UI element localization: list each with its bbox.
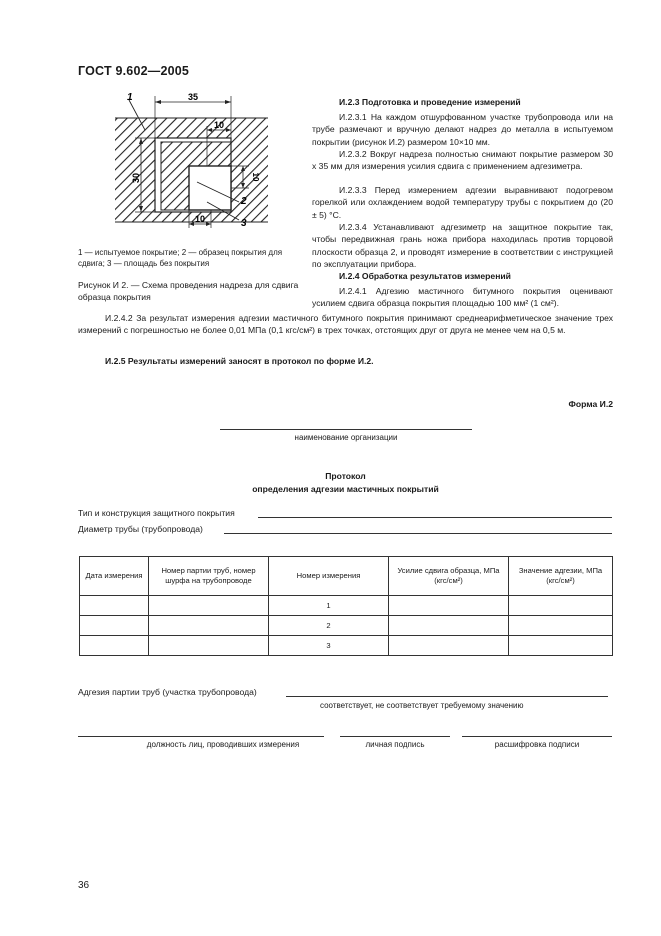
section-i24-title: И.2.4 Обработка результатов измерений: [339, 271, 511, 281]
protocol-table: [79, 556, 613, 656]
document-code: ГОСТ 9.602—2005: [78, 64, 190, 78]
cell-adhesion[interactable]: [509, 596, 613, 616]
para-i242: И.2.4.2 За результат измерения адгезии мастичного битумного покрытия принимают среднеарифметическое значение трех измерений с погрешностью не более 0,01 МПа (0,1 кгс/см²) в трех точках, отстоящих друг от друга не менее чем на 0,5 м.: [78, 313, 613, 336]
name-line[interactable]: [462, 736, 612, 737]
dim-10-top-label: 10: [213, 120, 225, 130]
signature-line[interactable]: [340, 736, 450, 737]
coating-type-field[interactable]: [258, 517, 612, 518]
table-row: [80, 596, 613, 616]
figure-legend: 1 — испытуемое покрытие; 2 — образец покрытия для сдвига; 3 — площадь без покрытия: [78, 248, 283, 268]
page-number: 36: [78, 880, 90, 891]
coating-type-label: Тип и конструкция защитного покрытия: [78, 508, 235, 518]
label-2: 2: [241, 196, 247, 207]
cell-batch[interactable]: [149, 596, 269, 616]
dim-10-bottom-label: 10: [194, 214, 206, 224]
para-i241: И.2.4.1 Адгезию мастичного битумного покрытия оценивают усилием сдвига образца покрытия площадью 100 мм² (1 см²).: [312, 286, 613, 309]
table-header-row: [80, 557, 613, 596]
para-i233: И.2.3.3 Перед измерением адгезии выравнивают подогревом горелкой или охлаждением водой температуру трубы с покрытием до (20 ± 5) °С.: [312, 185, 613, 220]
header-batch: Номер партии труб, номер шурфа на трубопроводе: [149, 557, 269, 596]
pipe-diameter-label: Диаметр трубы (трубопровода): [78, 524, 203, 534]
incision-diagram: [115, 90, 275, 242]
adhesion-label: Адгезия партии труб (участка трубопровода): [78, 687, 257, 697]
cell-measurement-no: 2: [269, 616, 389, 636]
cell-date[interactable]: [80, 616, 149, 636]
label-1: 1: [127, 92, 133, 103]
header-shear-force: Усилие сдвига образца, МПа (кгс/см²): [389, 557, 509, 596]
position-line[interactable]: [78, 736, 324, 737]
para-i25: И.2.5 Результаты измерений заносят в протокол по форме И.2.: [105, 356, 374, 366]
cell-date[interactable]: [80, 636, 149, 656]
table-row: [80, 616, 613, 636]
cell-batch[interactable]: [149, 636, 269, 656]
org-name-line[interactable]: [220, 429, 472, 430]
cell-measurement-no: 1: [269, 596, 389, 616]
section-i23-title: И.2.3 Подготовка и проведение измерений: [339, 97, 521, 107]
label-3: 3: [241, 218, 247, 229]
pipe-diameter-field[interactable]: [224, 533, 612, 534]
table-row: [80, 636, 613, 656]
name-caption: расшифровка подписи: [494, 740, 580, 749]
org-name-caption: наименование организации: [294, 433, 398, 442]
dim-10-right-label: 10: [251, 172, 260, 182]
figure-caption: Рисунок И 2. — Схема проведения надреза для сдвига образца покрытия: [78, 280, 299, 303]
para-i234: И.2.3.4 Устанавливают адгезиметр на защитное покрытие так, чтобы передвижная грань ножа прибора находилась против торцовой плоскости образца 2, и проводят измерение в соответствии с инструкцией по эксплуатации прибора.: [312, 222, 613, 269]
protocol-subtitle: определения адгезии мастичных покрытий: [252, 484, 439, 494]
cell-batch[interactable]: [149, 616, 269, 636]
dim-30-label: 30: [131, 172, 141, 184]
adhesion-field[interactable]: [286, 696, 608, 697]
adhesion-caption: соответствует, не соответствует требуемому значению: [320, 701, 524, 710]
header-adhesion: Значение адгезии, МПа (кгс/см²): [509, 557, 613, 596]
cell-shear-force[interactable]: [389, 616, 509, 636]
cell-shear-force[interactable]: [389, 596, 509, 616]
para-i231: И.2.3.1 На каждом отшурфованном участке трубопровода или на трубе размечают и вручную делают надрез до металла в испытуемом покрытии (рисунок И.2) размером 10×10 мм.: [312, 112, 613, 147]
header-date: Дата измерения: [80, 557, 149, 596]
header-measurement-no: Номер измерения: [269, 557, 389, 596]
dim-35-label: 35: [187, 92, 199, 102]
cell-date[interactable]: [80, 596, 149, 616]
para-i232: И.2.3.2 Вокруг надреза полностью снимают покрытие размером 30 х 35 мм для измерения усилия сдвига с применением адгезиметра.: [312, 149, 613, 172]
protocol-title: Протокол: [325, 471, 366, 481]
cell-adhesion[interactable]: [509, 616, 613, 636]
cell-measurement-no: 3: [269, 636, 389, 656]
position-caption: должность лиц, проводивших измерения: [146, 740, 300, 749]
cell-adhesion[interactable]: [509, 636, 613, 656]
signature-caption: личная подпись: [365, 740, 425, 749]
cell-shear-force[interactable]: [389, 636, 509, 656]
form-label: Форма И.2: [568, 399, 613, 409]
